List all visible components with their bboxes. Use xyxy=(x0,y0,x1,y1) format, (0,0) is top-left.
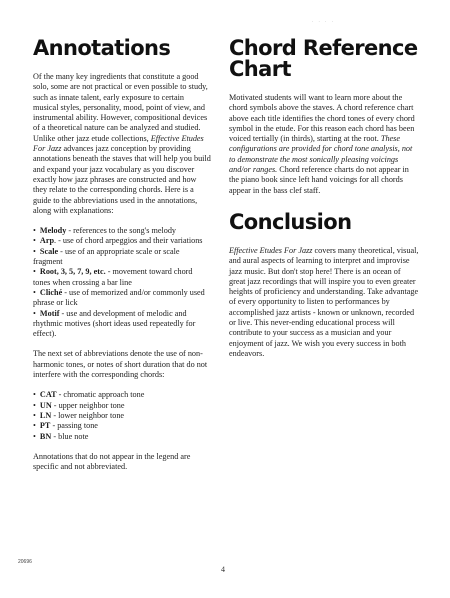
annotations-intro: Of the many key ingredients that constitute a good solo, some are not practical or even possible to study, such as innate talent, early exposure to certain musical styles, personality, mood, point of view, and instrumental ability. However, compositional devices of a theoretical nature can be analyzed and studied. Unlike other jazz etude collections, Effective Etudes For Jazz advances jazz conception by providing annotations beneath the staves that will help you build and expand your jazz vocabulary as you discover exactly how jazz phrases are constructed and how they relate to the corresponding chords. Here is a guide to the abbreviations used in the annotations, along with explanations: xyxy=(33,72,211,215)
list-item: • BN - blue note xyxy=(33,431,89,441)
list-item: • Melody - references to the song's melody xyxy=(33,226,177,236)
list-item: • PT - passing tone xyxy=(33,421,98,431)
list-item: • Arp. - use of chord arpeggios and their variations xyxy=(33,236,203,246)
chord-reference-heading: Chord Reference Chart xyxy=(229,36,418,81)
list-item: • Scale - use of an appropriate scale or scale fragment xyxy=(33,246,180,267)
annotations-column xyxy=(33,38,211,482)
conclusion-text: Effective Etudes For Jazz covers many theoretical, visual, and aural aspects of learning to interpret and improvise jazz music. But don't stop here! There is an ocean of great jazz recordings that will inspire you to even greater heights of proficiency and understanding. Take advantage of every opportunity to listen to performances by accomplished jazz artists - known or unknown, recorded or live. This never-ending educational process will contribute to your success as a musician and your enjoyment of jazz. We wish you every success in both endeavors. xyxy=(229,245,419,358)
book-title: Effective Etudes For Jazz xyxy=(33,133,204,154)
right-column xyxy=(229,38,419,369)
list-item: • Cliché - use of memorized and/or commonly used phrase or lick xyxy=(33,287,205,308)
non-harmonic-intro: The next set of abbreviations denote the use of non-harmonic tones, or notes of short duration that do not interfere with the corresponding chords: xyxy=(33,349,208,380)
annotations-heading: Annotations xyxy=(33,36,171,60)
scan-mark: · · · · xyxy=(312,19,335,24)
annotations-closing: Annotations that do not appear in the legend are specific and not abbreviated. xyxy=(33,451,191,472)
chord-reference-text: Motivated students will want to learn more about the chord symbols above the staves. A chord reference chart above each title identifies the chord tones of every chord symbol in the etude. For this reason each chord has been voiced tertially (in thirds), starting at the root. These configurations are provided for chord tone analysis, not to demonstrate the most sonically pleasing voicings and/or ranges. Chord reference charts do not appear in the piano book since left hand voicings for all chords appear in the bass clef staff. xyxy=(229,93,415,195)
list-item: • Root, 3, 5, 7, 9, etc. - movement toward chord tones when crossing a bar line xyxy=(33,267,193,287)
list-item: • Motif - use and development of melodic and rhythmic motives (short ideas used repeatedly for effect). xyxy=(33,308,196,339)
list-item: • UN - upper neighbor tone xyxy=(33,400,125,410)
list-item: • LN - lower neighbor tone xyxy=(33,410,125,420)
abbreviation-list xyxy=(33,390,211,441)
page-number: 4 xyxy=(221,565,225,574)
book-title: Effective Etudes For Jazz xyxy=(229,245,313,255)
annotation-list xyxy=(33,226,211,339)
conclusion-heading: Conclusion xyxy=(229,209,352,234)
list-item: • CAT - chromatic approach tone xyxy=(33,390,145,400)
catalog-number: 20696 xyxy=(18,559,32,565)
